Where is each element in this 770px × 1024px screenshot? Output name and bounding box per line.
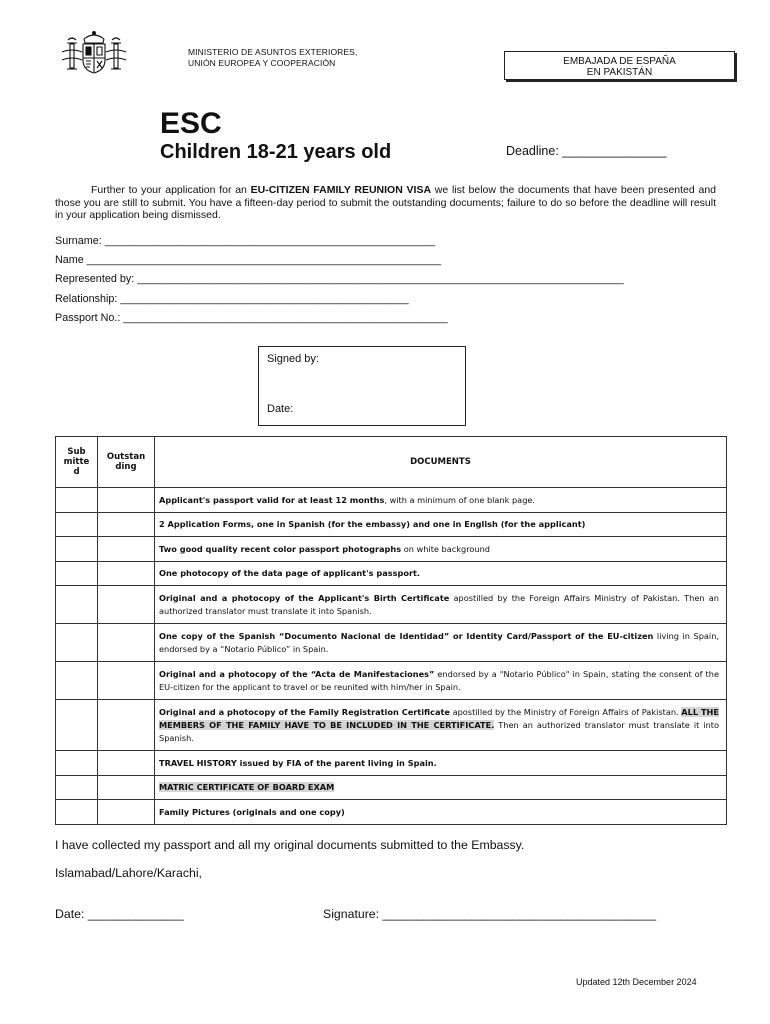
updated-note: Updated 12th December 2024 — [576, 977, 697, 987]
document-description: Two good quality recent color passport photographs on white background — [155, 537, 727, 562]
submitted-checkbox[interactable] — [56, 700, 98, 751]
intro-paragraph — [55, 184, 716, 222]
city-line: Islamabad/Lahore/Karachi, — [55, 866, 202, 880]
table-row — [56, 700, 727, 751]
submitted-checkbox[interactable] — [56, 624, 98, 662]
passport-field[interactable]: Passport No.: ______________________________________________________ — [55, 311, 448, 324]
page-subtitle: Children 18-21 years old — [160, 141, 392, 163]
spanish-coat-of-arms-icon — [54, 30, 134, 78]
table-row — [56, 800, 727, 825]
relationship-field[interactable]: Relationship: ________________________________________________ — [55, 292, 409, 305]
collection-statement: I have collected my passport and all my original documents submitted to the Embassy. — [55, 838, 525, 852]
ministry-line-2: UNIÓN EUROPEA Y COOPERACIÓN — [188, 58, 336, 68]
outstanding-checkbox[interactable] — [98, 662, 155, 700]
deadline-field[interactable]: Deadline: _______________ — [506, 144, 667, 158]
document-description: Family Pictures (originals and one copy) — [155, 800, 727, 825]
intro-before: Further to your application for an — [91, 184, 251, 196]
intro-visa-type: EU-CITIZEN FAMILY REUNION VISA — [250, 184, 432, 196]
document-description: Original and a photocopy of the Family Registration Certificate apostilled by the Ministry of Foreign Affairs of Pakistan. ALL THE MEMBERS OF THE FAMILY HAVE TO BE INCLUDED IN THE CERTIFICATE. Then an authorized translator must translate it into Spanish. — [155, 700, 727, 751]
outstanding-checkbox[interactable] — [98, 776, 155, 800]
submitted-checkbox[interactable] — [56, 562, 98, 586]
outstanding-checkbox[interactable] — [98, 488, 155, 513]
document-description: 2 Application Forms, one in Spanish (for the embassy) and one in English (for the applicant) — [155, 513, 727, 537]
intro-after: we list below the documents that have been presented and those you are still to submit. You have a fifteen-day period to submit the outstanding documents; failure to do so before the deadline will result in your application being dismissed. — [55, 184, 716, 221]
document-description: Original and a photocopy of the Applicant's Birth Certificate apostilled by the Foreign Affairs Ministry of Pakistan. Then an authorized translator must translate it into Spanish. — [155, 586, 727, 624]
submitted-checkbox[interactable] — [56, 800, 98, 825]
outstanding-checkbox[interactable] — [98, 537, 155, 562]
table-row — [56, 751, 727, 776]
applicant-fields — [55, 235, 624, 331]
submitted-checkbox[interactable] — [56, 488, 98, 513]
outstanding-header: Outstan ding — [98, 437, 155, 488]
table-row — [56, 488, 727, 513]
embassy-box — [504, 51, 735, 80]
table-row — [56, 776, 727, 800]
embassy-line-1: EMBAJADA DE ESPAÑA — [563, 56, 676, 67]
sign-date-label: Date: — [267, 403, 294, 415]
submitted-checkbox[interactable] — [56, 537, 98, 562]
submitted-header: Sub mitte d — [56, 437, 98, 488]
outstanding-checkbox[interactable] — [98, 800, 155, 825]
ministry-name — [188, 47, 357, 69]
submitted-checkbox[interactable] — [56, 776, 98, 800]
table-row — [56, 586, 727, 624]
signed-by-label: Signed by: — [267, 353, 319, 365]
outstanding-checkbox[interactable] — [98, 562, 155, 586]
document-description: One copy of the Spanish “Documento Nacional de Identidad” or Identity Card/Passport of the EU-citizen living in Spain, endorsed by a “Notario Público” in Spain. — [155, 624, 727, 662]
outstanding-checkbox[interactable] — [98, 751, 155, 776]
footer-date-field[interactable]: Date: ______________ — [55, 907, 184, 921]
represented-by-field[interactable]: Represented by: _________________________________________________________________________________ — [55, 273, 624, 286]
documents-header: DOCUMENTS — [155, 437, 727, 488]
submitted-checkbox[interactable] — [56, 751, 98, 776]
surname-field[interactable]: Surname: _______________________________________________________ — [55, 235, 436, 247]
document-description: Original and a photocopy of the “Acta de Manifestaciones” endorsed by a "Notario Público" in Spain, stating the consent of the EU-citizen for the applicant to travel or be reunited with him/her in Spain. — [155, 662, 727, 700]
document-description: TRAVEL HISTORY issued by FIA of the parent living in Spain. — [155, 751, 727, 776]
document-description: One photocopy of the data page of applicant's passport. — [155, 562, 727, 586]
highlighted-requirement: ALL THE MEMBERS OF THE FAMILY HAVE TO BE INCLUDED IN THE CERTIFICATE. — [159, 706, 719, 730]
outstanding-checkbox[interactable] — [98, 624, 155, 662]
signature-box[interactable] — [258, 346, 466, 426]
submitted-checkbox[interactable] — [56, 662, 98, 700]
documents-table — [55, 436, 727, 825]
document-description: MATRIC CERTIFICATE OF BOARD EXAM — [155, 776, 727, 800]
table-row — [56, 513, 727, 537]
ministry-line-1: MINISTERIO DE ASUNTOS EXTERIORES, — [188, 47, 358, 57]
page-title: ESC — [160, 107, 222, 140]
embassy-line-2: EN PAKISTÁN — [586, 67, 653, 78]
table-row — [56, 537, 727, 562]
submitted-checkbox[interactable] — [56, 586, 98, 624]
outstanding-checkbox[interactable] — [98, 700, 155, 751]
name-field[interactable]: Name ___________________________________________________________ — [55, 254, 442, 267]
outstanding-checkbox[interactable] — [98, 513, 155, 537]
document-description: Applicant's passport valid for at least 12 months, with a minimum of one blank page. — [155, 488, 727, 513]
table-row — [56, 624, 727, 662]
outstanding-checkbox[interactable] — [98, 586, 155, 624]
table-row — [56, 662, 727, 700]
submitted-checkbox[interactable] — [56, 513, 98, 537]
footer-signature-field[interactable]: Signature: ________________________________________ — [323, 907, 657, 921]
table-header-row — [56, 437, 727, 488]
table-row — [56, 562, 727, 586]
